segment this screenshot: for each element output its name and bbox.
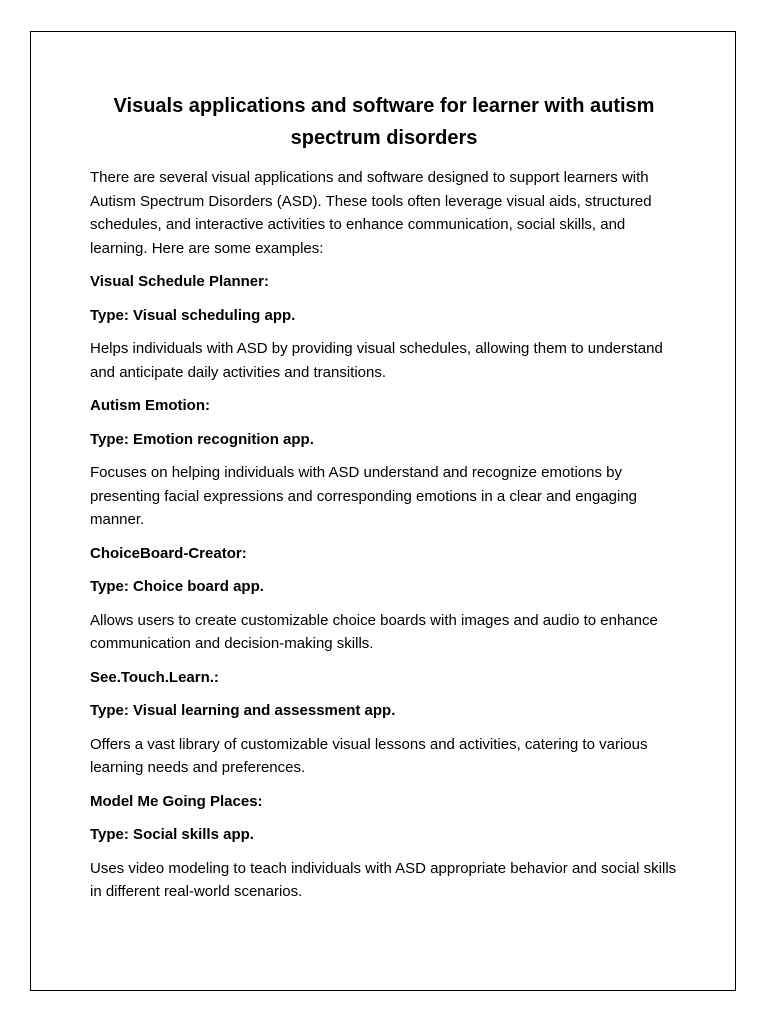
- app-type: Type: Social skills app.: [90, 826, 254, 843]
- app-type: Type: Visual scheduling app.: [90, 306, 296, 324]
- document-page: [30, 31, 736, 991]
- app-description: Focuses on helping individuals with ASD understand and recognize emotions by presenting facial expressions and corresponding emotions in a clear and engaging manner.: [90, 464, 638, 528]
- app-description: Uses video modeling to teach individuals with ASD appropriate behavior and social skills in different real-world scenarios.: [90, 859, 677, 900]
- app-description: Offers a vast library of customizable visual lessons and activities, catering to various learning needs and preferences.: [90, 735, 648, 776]
- app-type: Type: Choice board app.: [90, 578, 264, 595]
- app-name: Model Me Going Places:: [90, 792, 263, 810]
- app-name: See.Touch.Learn.:: [90, 668, 219, 686]
- intro-paragraph: There are several visual applications and software designed to support learners with Autism Spectrum Disorders (ASD). These tools often leverage visual aids, structured schedules, and interactive activities to enhance communication, social skills, and learning. Here are some examples:: [90, 169, 652, 257]
- app-description: Allows users to create customizable choice boards with images and audio to enhance communication and decision-making skills.: [90, 611, 658, 652]
- app-description: Helps individuals with ASD by providing visual schedules, allowing them to understand and anticipate daily activities and transitions.: [90, 340, 663, 381]
- app-type: Type: Emotion recognition app.: [90, 430, 314, 448]
- app-name: ChoiceBoard-Creator:: [90, 544, 247, 562]
- app-name: Visual Schedule Planner:: [90, 273, 269, 290]
- document-title: Visuals applications and software for learner with autism spectrum disorders: [113, 95, 655, 149]
- app-type: Type: Visual learning and assessment app.: [90, 702, 396, 719]
- app-name: Autism Emotion:: [90, 397, 210, 414]
- document-content: [90, 90, 678, 914]
